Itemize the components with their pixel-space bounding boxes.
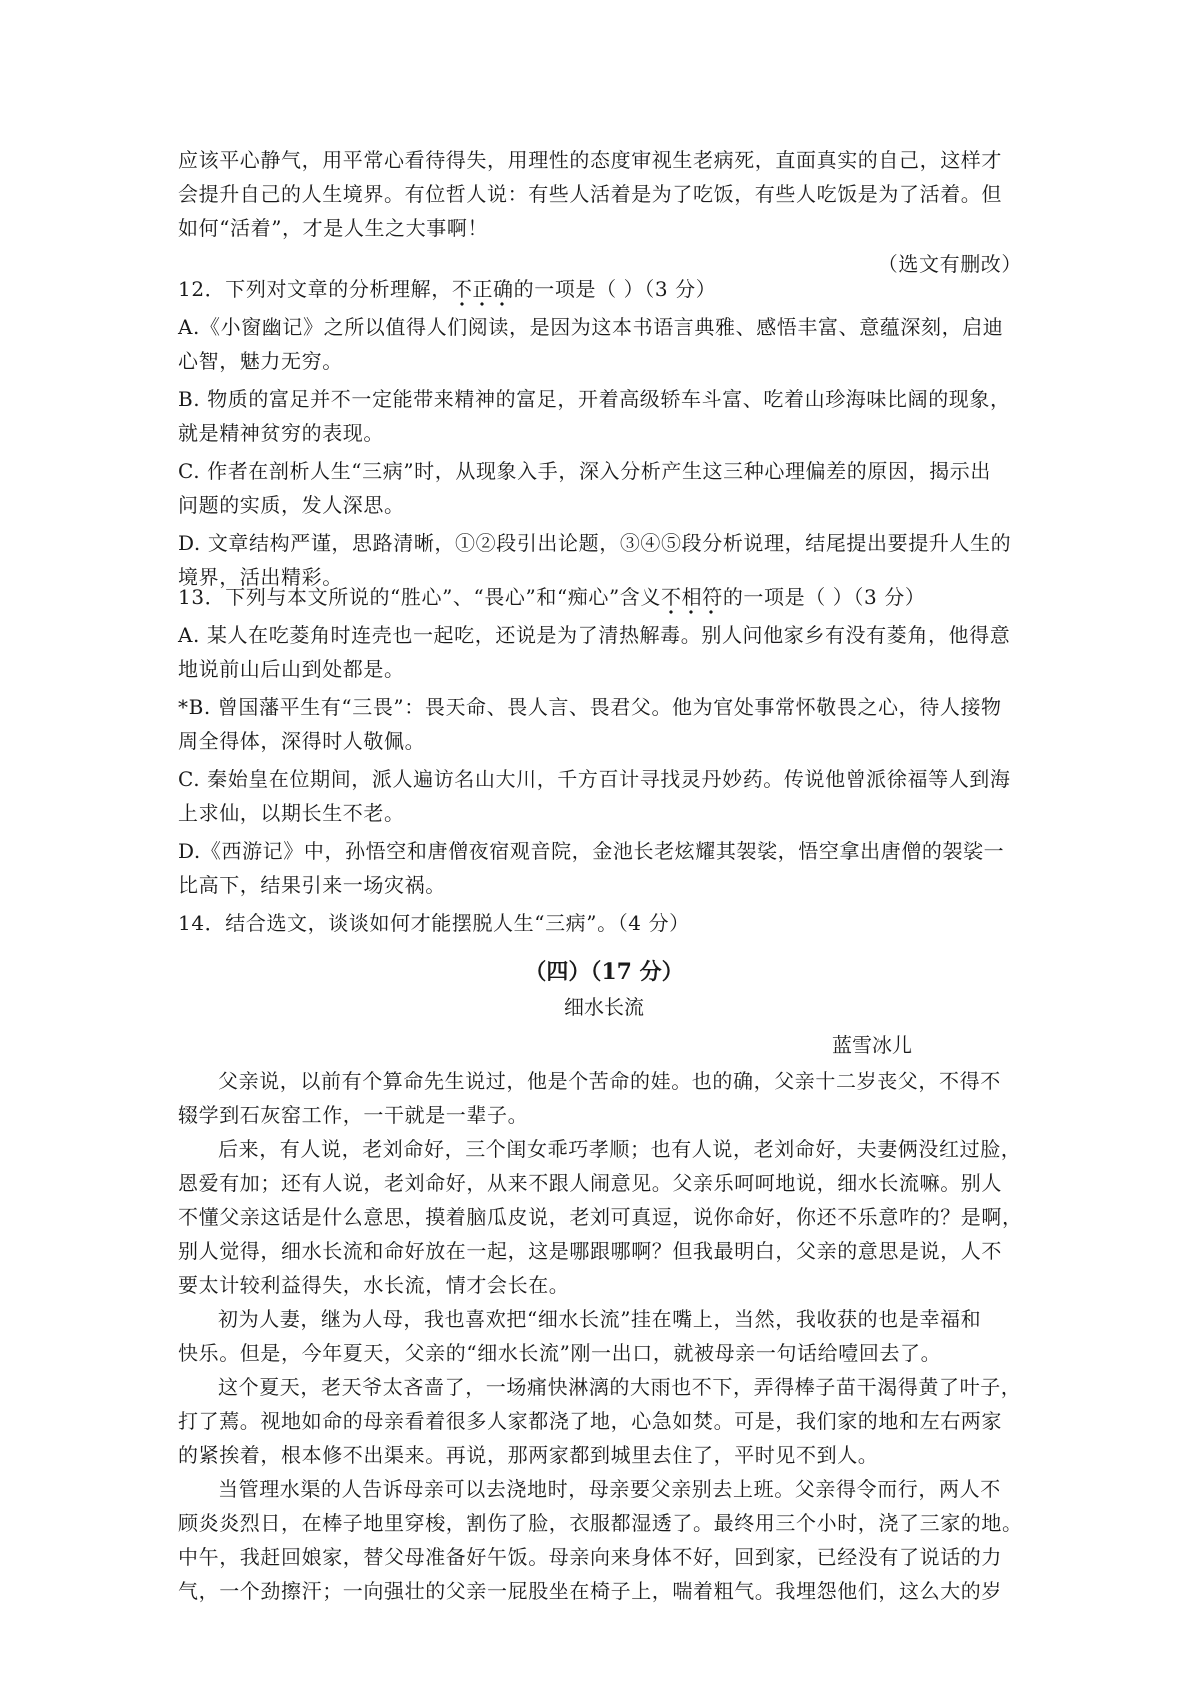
option-d-line: D. 文章结构严谨，思路清晰，①②段引出论题，③④⑤段分析说理，结尾提出要提升人生的 — [178, 531, 1012, 555]
paragraph-line: 恩爱有加；还有人说，老刘命好，从来不跟人闹意见。父亲乐呵呵地说，细水长流嘛。别人 — [178, 1171, 1002, 1195]
article-paragraph — [178, 1132, 1030, 1302]
question-stem-suffix: 的一项是（ ）（3 分） — [722, 585, 926, 609]
intro-passage — [178, 143, 1030, 281]
option-a-line: A. 某人在吃菱角时连壳也一起吃，还说是为了清热解毒。别人问他家乡有没有菱角，他得意 — [178, 623, 1011, 647]
option-b-line: 就是精神贫穷的表现。 — [178, 421, 384, 445]
question-stem-suffix: 的一项是（ ）（3 分） — [513, 277, 717, 301]
paragraph-line: 气，一个劲擦汗；一向强壮的父亲一屁股坐在椅子上，喘着粗气。我埋怨他们，这么大的岁 — [178, 1579, 1002, 1603]
question-stem-prefix: 12．下列对文章的分析理解， — [178, 277, 452, 301]
option-a-line: A.《小窗幽记》之所以值得人们阅读，是因为这本书语言典雅、感悟丰富、意蕴深刻，启迪 — [178, 315, 1004, 339]
paragraph-line: 初为人妻，继为人母，我也喜欢把“细水长流”挂在嘴上，当然，我收获的也是幸福和 — [218, 1307, 982, 1331]
question-13 — [178, 580, 1030, 940]
option-c-line: C. 秦始皇在位期间，派人遍访名山大川，千方百计寻找灵丹妙药。传说他曾派徐福等人到海 — [178, 767, 1011, 791]
option-d-line: D.《西游记》中，孙悟空和唐僧夜宿观音院，金池长老炫耀其袈裟，悟空拿出唐僧的袈裟一 — [178, 839, 1005, 863]
option-c-line: 上求仙，以期长生不老。 — [178, 801, 405, 825]
paragraph-line: 别人觉得，细水长流和命好放在一起，这是哪跟哪啊？但我最明白，父亲的意思是说，人不 — [178, 1239, 1002, 1263]
article-paragraph — [178, 1472, 1030, 1608]
question-12 — [178, 272, 1030, 594]
option-b-line: B. 物质的富足并不一定能带来精神的富足，开着高级轿车斗富、吃着山珍海味比阔的现象， — [178, 387, 1011, 411]
paragraph-line: 打了蔫。视地如命的母亲看着很多人家都浇了地，心急如焚。可是，我们家的地和左右两家 — [178, 1409, 1002, 1433]
paragraph-line: 当管理水渠的人告诉母亲可以去浇地时，母亲要父亲别去上班。父亲得令而行，两人不 — [218, 1477, 1001, 1501]
question-stem-prefix: 13．下列与本文所说的“胜心”、“畏心”和“痴心”含义 — [178, 585, 661, 609]
emphasis-dotted-text: 不正确 — [452, 277, 514, 307]
article-paragraph — [178, 1370, 1030, 1472]
article-paragraph — [178, 1302, 1030, 1370]
paragraph-line: 不懂父亲这话是什么意思，摸着脑瓜皮说，老刘可真逗，说你命好，你还不乐意咋的？是啊， — [178, 1205, 1023, 1229]
source-note: （选文有删改） — [877, 252, 1022, 276]
article-paragraph — [178, 1064, 1030, 1132]
question-14: 14．结合选文，谈谈如何才能摆脱人生“三病”。（4 分） — [178, 911, 690, 935]
article-title: 细水长流 — [564, 995, 644, 1019]
option-b-line: 周全得体，深得时人敬佩。 — [178, 729, 426, 753]
paragraph-line: 这个夏天，老天爷太吝啬了，一场痛快淋漓的大雨也不下，弄得棒子苗干渴得黄了叶子， — [218, 1375, 1022, 1399]
paragraph-line: 后来，有人说，老刘命好，三个闺女乖巧孝顺；也有人说，老刘命好，夫妻俩没红过脸， — [218, 1137, 1022, 1161]
option-d-line: 境界，活出精彩。 — [178, 565, 343, 589]
question-13-stem — [178, 580, 1030, 614]
option-a-line: 地说前山后山到处都是。 — [178, 657, 405, 681]
option-d-line: 比高下，结果引来一场灾祸。 — [178, 873, 446, 897]
option-a-line: 心智，魅力无穷。 — [178, 349, 343, 373]
option-c-line: 问题的实质，发人深思。 — [178, 493, 405, 517]
paragraph-line: 顾炎炎烈日，在棒子地里穿梭，割伤了脸，衣服都湿透了。最终用三个小时，浇了三家的地。 — [178, 1511, 1023, 1535]
emphasis-dotted-text: 不相符 — [661, 585, 723, 615]
option-b-line: *B. 曾国藩平生有“三畏”：畏天命、畏人言、畏君父。他为官处事常怀敬畏之心，待人接物 — [178, 695, 1002, 719]
paragraph-line: 中午，我赶回娘家，替父母准备好午饭。母亲向来身体不好，回到家，已经没有了说话的力 — [178, 1545, 1002, 1569]
reading-section-4 — [178, 954, 1030, 1608]
paragraph-line: 的紧挨着，根本修不出渠来。再说，那两家都到城里去住了，平时见不到人。 — [178, 1443, 879, 1467]
intro-line: 如何“活着”，才是人生之大事啊！ — [178, 216, 489, 240]
paragraph-line: 要太计较利益得失，水长流，情才会长在。 — [178, 1273, 570, 1297]
intro-line: 会提升自己的人生境界。有位哲人说：有些人活着是为了吃饭，有些人吃饭是为了活着。但 — [178, 182, 1002, 206]
question-12-stem — [178, 272, 1030, 306]
intro-line: 应该平心静气，用平常心看待得失，用理性的态度审视生老病死，直面真实的自己，这样才 — [178, 148, 1002, 172]
option-c-line: C. 作者在剖析人生“三病”时，从现象入手，深入分析产生这三种心理偏差的原因，揭示出 — [178, 459, 991, 483]
article-author: 蓝雪冰儿 — [832, 1033, 912, 1057]
paragraph-line: 父亲说，以前有个算命先生说过，他是个苦命的娃。也的确，父亲十二岁丧父，不得不 — [218, 1069, 1001, 1093]
paragraph-line: 快乐。但是，今年夏天，父亲的“细水长流”刚一出口，就被母亲一句话给噎回去了。 — [178, 1341, 942, 1365]
section-heading: （四）（17 分） — [524, 959, 684, 985]
paragraph-line: 辍学到石灰窑工作，一干就是一辈子。 — [178, 1103, 529, 1127]
